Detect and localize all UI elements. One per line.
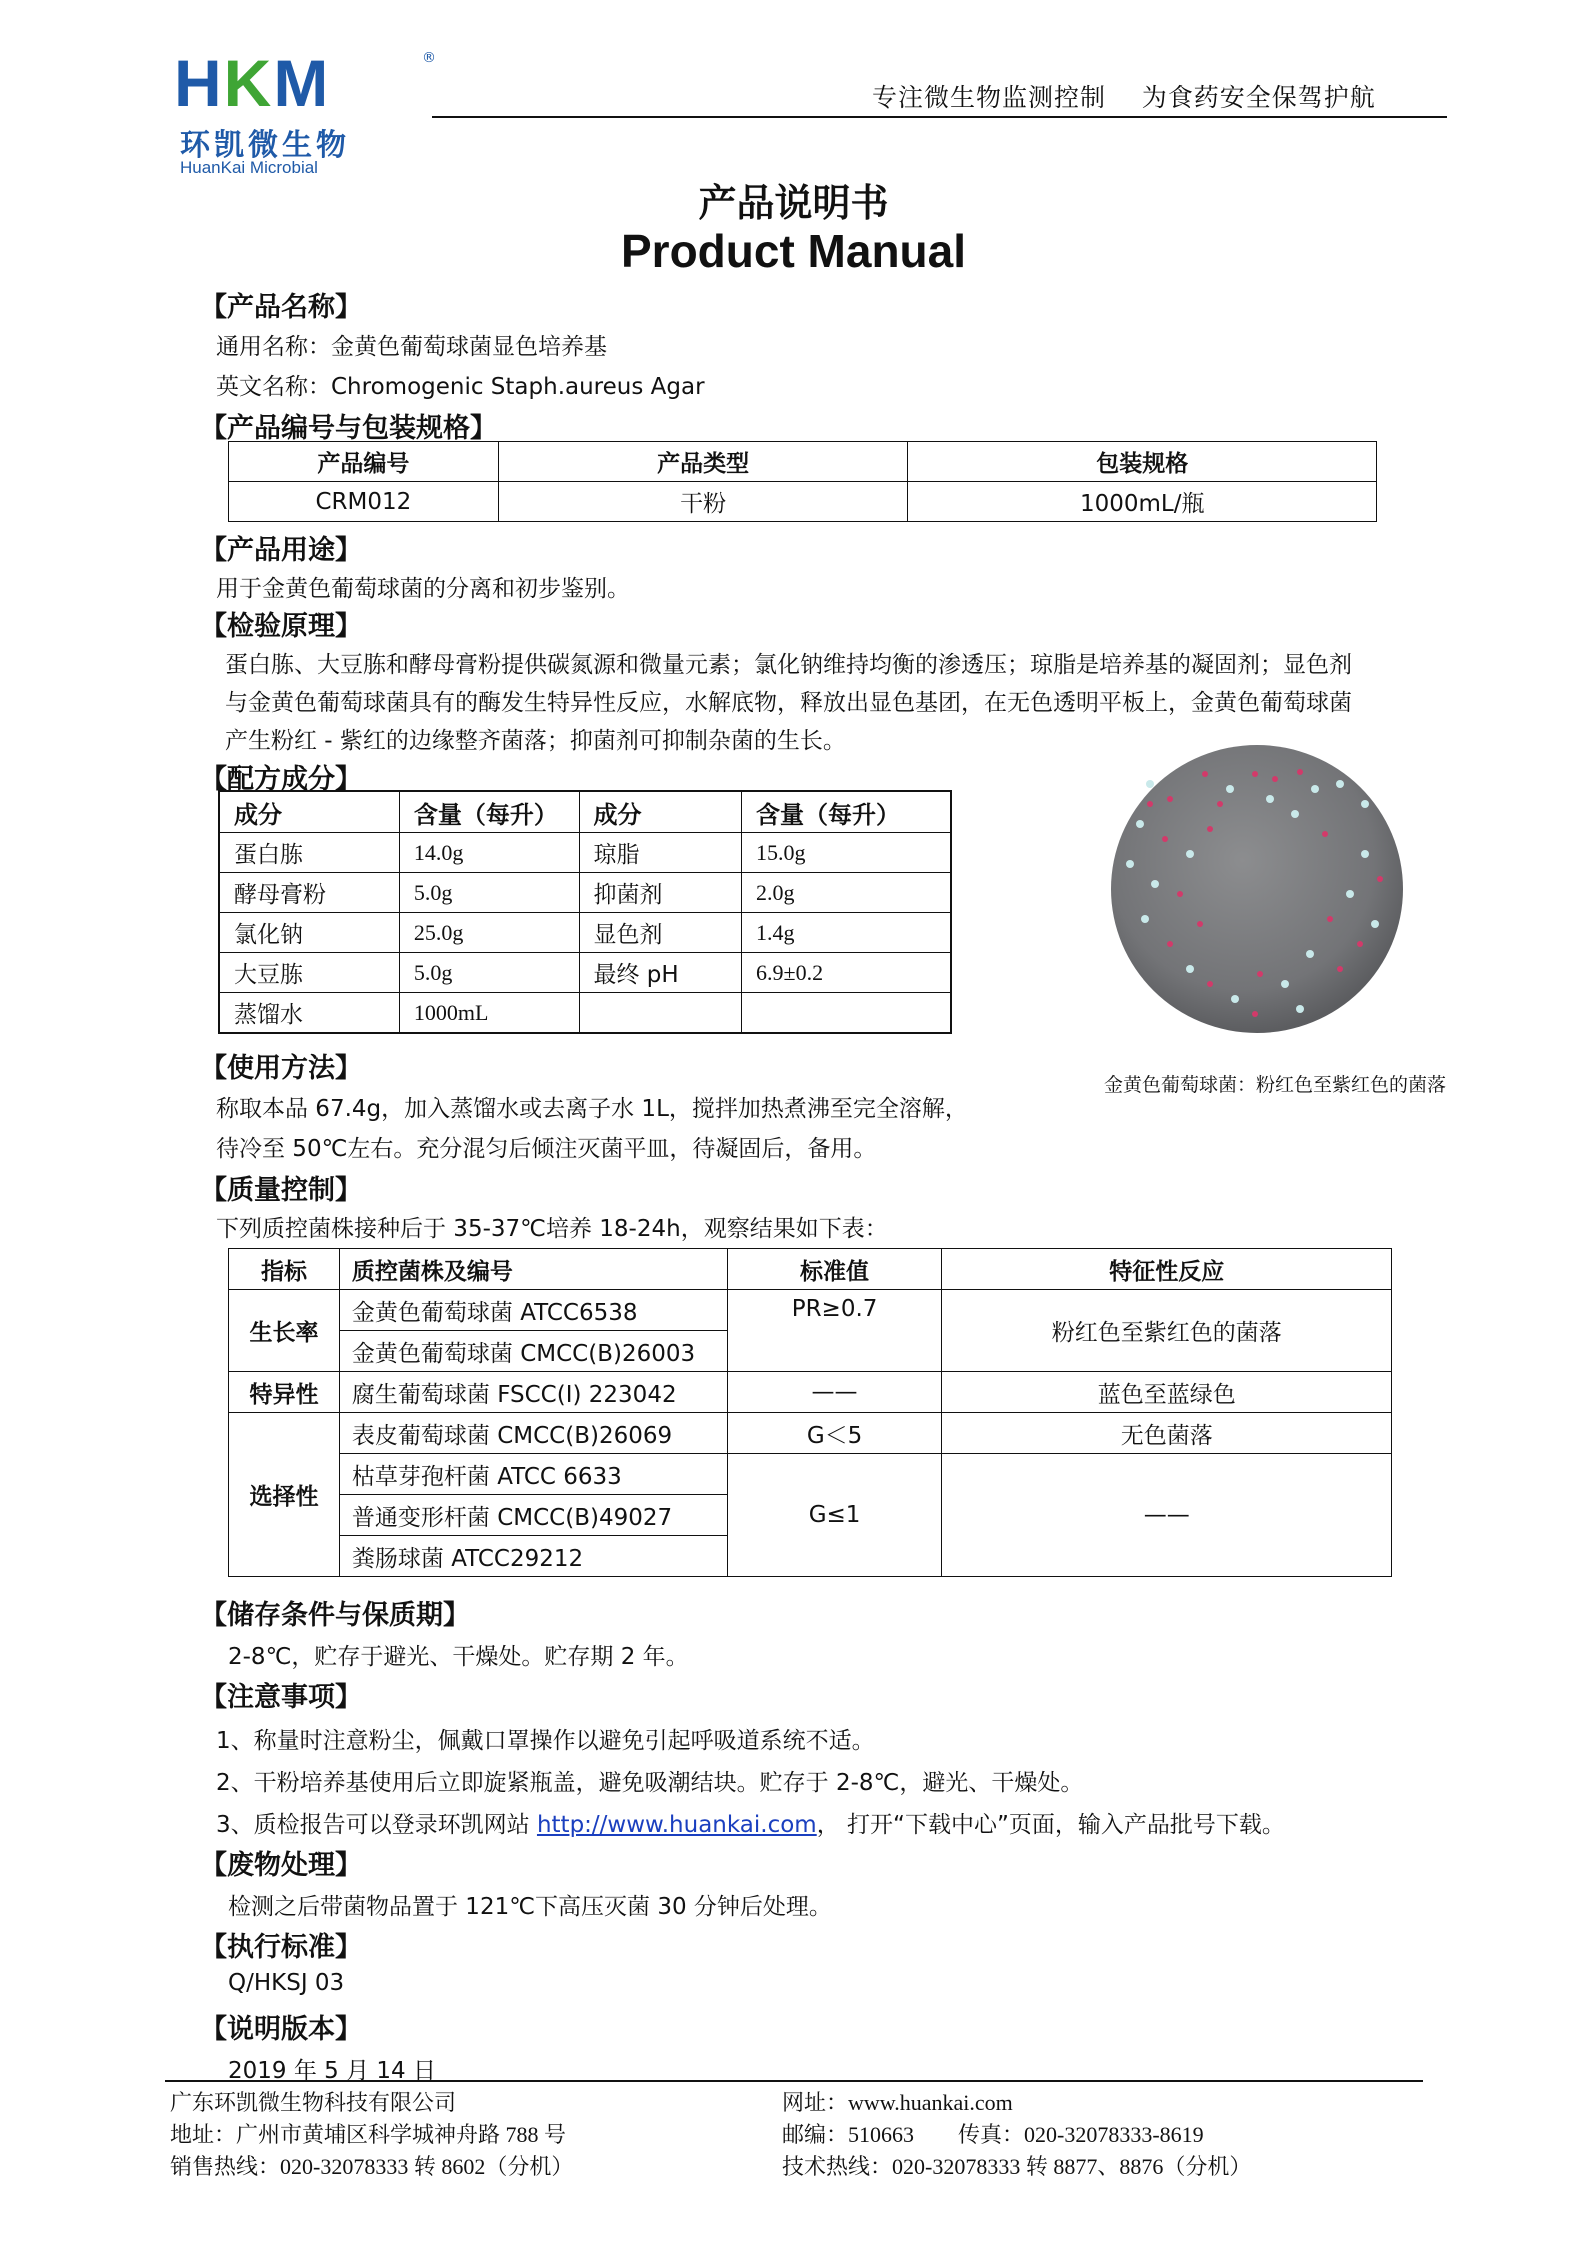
section-heading-formula: 【配方成分】 (200, 764, 362, 795)
header-cell: 含量（每升） (399, 791, 579, 833)
colony (1281, 980, 1289, 988)
header-cell: 产品编号 (229, 442, 499, 482)
colony (1377, 876, 1383, 882)
reaction: —— (942, 1454, 1392, 1577)
header-cell: 特征性反应 (942, 1249, 1392, 1290)
standard-value: PR≥0.7 (727, 1290, 942, 1372)
strain: 粪肠球菌 ATCC29212 (339, 1536, 727, 1577)
colony (1207, 981, 1213, 987)
strain: 表皮葡萄球菌 CMCC(B)26069 (339, 1413, 727, 1454)
colony (1162, 836, 1168, 842)
colony (1231, 995, 1239, 1003)
header-cell: 含量（每升） (742, 791, 952, 833)
colony (1136, 820, 1144, 828)
logo-mark: HKM (174, 46, 331, 120)
section-heading-disposal: 【废物处理】 (200, 1850, 362, 1881)
website-link[interactable]: http://www.huankai.com (536, 1812, 817, 1838)
strain: 金黄色葡萄球菌 ATCC6538 (339, 1290, 727, 1331)
section-heading-storage: 【储存条件与保质期】 (200, 1600, 470, 1631)
usage-text: 用于金黄色葡萄球菌的分离和初步鉴别。 (216, 576, 630, 602)
ingredient: 氯化钠 (219, 913, 399, 953)
colony (1141, 915, 1149, 923)
colony (1297, 769, 1303, 775)
ingredient: 显色剂 (579, 913, 742, 953)
table-row (229, 1454, 1392, 1495)
amount: 1.4g (742, 913, 952, 953)
colony (1337, 966, 1343, 972)
storage-text: 2-8℃，贮存于避光、干燥处。贮存期 2 年。 (228, 1644, 689, 1670)
note-item: 2、干粉培养基使用后立即旋紧瓶盖，避免吸潮结块。贮存于 2-8℃，避光、干燥处。 (216, 1770, 1084, 1796)
indicator-selectivity: 选择性 (229, 1413, 340, 1577)
amount: 2.0g (742, 873, 952, 913)
table-row (219, 993, 951, 1034)
colony (1167, 796, 1173, 802)
principle-line: 产生粉红 - 紫红的边缘整齐菌落；抑菌剂可抑制杂菌的生长。 (225, 728, 846, 754)
header-cell: 成分 (219, 791, 399, 833)
colony (1371, 920, 1379, 928)
standard-text: Q/HKSJ 03 (228, 1970, 345, 1996)
colony (1126, 860, 1134, 868)
table-row (219, 953, 951, 993)
section-heading-qc: 【质量控制】 (200, 1175, 362, 1206)
footer-sales-hotline: 销售热线：020-32078333 转 8602（分机） (170, 2154, 574, 2179)
table-header-row (229, 442, 1377, 482)
strain: 腐生葡萄球菌 FSCC(I) 223042 (339, 1372, 727, 1413)
colony (1306, 950, 1314, 958)
amount: 1000mL (399, 993, 579, 1034)
section-heading-standard: 【执行标准】 (200, 1932, 362, 1963)
ingredient: 蛋白胨 (219, 833, 399, 873)
standard-value: G≤1 (727, 1454, 942, 1577)
colony (1357, 941, 1363, 947)
colony (1217, 801, 1223, 807)
qc-intro: 下列质控菌株接种后于 35-37℃培养 18-24h，观察结果如下表： (216, 1216, 888, 1242)
section-heading-principle: 【检验原理】 (200, 611, 362, 642)
table-header-row (229, 1249, 1392, 1290)
logo-chinese-name: 环凯微生物 (180, 128, 350, 163)
footer-tech-hotline: 技术热线：020-32078333 转 8877、8876（分机） (782, 2154, 1252, 2179)
section-heading-version: 【说明版本】 (200, 2014, 362, 2045)
colony (1327, 916, 1333, 922)
colony (1252, 771, 1258, 777)
image-caption: 金黄色葡萄球菌：粉红色至紫红色的菌落 (1104, 1074, 1447, 1096)
colony (1272, 776, 1278, 782)
title-chinese: 产品说明书 (698, 181, 889, 225)
formula-table (218, 790, 952, 1034)
amount: 14.0g (399, 833, 579, 873)
registered-mark: ® (422, 50, 436, 66)
table-row (229, 1290, 1392, 1331)
principle-line: 蛋白胨、大豆胨和酵母膏粉提供碳氮源和微量元素；氯化钠维持均衡的渗透压；琼脂是培养基的凝固剂；显色剂 (225, 652, 1352, 678)
colony (1361, 800, 1369, 808)
header-cell: 产品类型 (498, 442, 908, 482)
footer-postcode: 邮编：510663 (782, 2122, 915, 2147)
standard-value: —— (727, 1372, 942, 1413)
ingredient: 琼脂 (579, 833, 742, 873)
reaction: 粉红色至紫红色的菌落 (942, 1290, 1392, 1372)
colony (1346, 890, 1354, 898)
common-name: 通用名称：金黄色葡萄球菌显色培养基 (216, 334, 607, 360)
amount: 15.0g (742, 833, 952, 873)
colony (1177, 891, 1183, 897)
principle-line: 与金黄色葡萄球菌具有的酶发生特异性反应，水解底物，释放出显色基团，在无色透明平板上，金黄色葡萄球菌 (225, 690, 1352, 716)
qc-table (228, 1248, 1392, 1577)
disposal-text: 检测之后带菌物品置于 121℃下高压灭菌 30 分钟后处理。 (228, 1894, 832, 1920)
header-divider (432, 116, 1447, 118)
colony (1202, 771, 1208, 777)
footer-address: 地址：广州市黄埔区科学城神舟路 788 号 (170, 2122, 567, 2147)
colony (1207, 826, 1213, 832)
amount: 5.0g (399, 873, 579, 913)
method-line: 称取本品 67.4g，加入蒸馏水或去离子水 1L，搅拌加热煮沸至完全溶解， (216, 1096, 968, 1122)
product-code: CRM012 (229, 482, 499, 522)
colony (1257, 971, 1263, 977)
english-name: 英文名称：Chromogenic Staph.aureus Agar (216, 374, 705, 400)
colony (1146, 780, 1154, 788)
package-size: 1000mL/瓶 (908, 482, 1377, 522)
table-row (229, 1372, 1392, 1413)
strain: 普通变形杆菌 CMCC(B)49027 (339, 1495, 727, 1536)
colony (1147, 801, 1153, 807)
table-row (229, 1413, 1392, 1454)
product-type: 干粉 (498, 482, 908, 522)
header-cell: 质控菌株及编号 (339, 1249, 727, 1290)
strain: 枯草芽孢杆菌 ATCC 6633 (339, 1454, 727, 1495)
header-cell: 标准值 (727, 1249, 942, 1290)
section-heading-notes: 【注意事项】 (200, 1682, 362, 1713)
amount: 6.9±0.2 (742, 953, 952, 993)
company-logo (174, 46, 436, 177)
table-row (229, 482, 1377, 522)
colony (1291, 810, 1299, 818)
header-cell: 指标 (229, 1249, 340, 1290)
colony (1266, 795, 1274, 803)
table-row (219, 833, 951, 873)
ingredient: 最终 pH (579, 953, 742, 993)
indicator-specificity: 特异性 (229, 1372, 340, 1413)
section-heading-spec: 【产品编号与包装规格】 (200, 413, 497, 444)
indicator-growth: 生长率 (229, 1290, 340, 1372)
colony (1226, 785, 1234, 793)
footer-company: 广东环凯微生物科技有限公司 (170, 2090, 457, 2115)
colony (1252, 1011, 1258, 1017)
method-line: 待冷至 50℃左右。充分混匀后倾注灭菌平皿，待凝固后，备用。 (216, 1136, 877, 1162)
footer-website: 网址：www.huankai.com (782, 2090, 1013, 2115)
logo-english-name: HuanKai Microbial (180, 158, 318, 177)
colony (1167, 941, 1173, 947)
header-cell: 成分 (579, 791, 742, 833)
ingredient: 酵母膏粉 (219, 873, 399, 913)
colony (1186, 850, 1194, 858)
table-header-row (219, 791, 951, 833)
note-item: 1、称量时注意粉尘，佩戴口罩操作以避免引起呼吸道系统不适。 (216, 1728, 875, 1754)
colony (1296, 1005, 1304, 1013)
footer-fax: 传真：020-32078333-8619 (958, 2122, 1204, 2147)
section-heading-product-name: 【产品名称】 (200, 292, 362, 323)
colony (1336, 780, 1344, 788)
header-slogan: 专注微生物监测控制 为食药安全保驾护航 (872, 83, 1376, 112)
version-date: 2019 年 5 月 14 日 (228, 2058, 436, 2084)
section-heading-usage: 【产品用途】 (200, 535, 362, 566)
reaction: 蓝色至蓝绿色 (942, 1372, 1392, 1413)
section-heading-method: 【使用方法】 (200, 1053, 362, 1084)
colony (1322, 831, 1328, 837)
colony (1197, 921, 1203, 927)
table-row (219, 913, 951, 953)
colony (1151, 880, 1159, 888)
colony (1186, 965, 1194, 973)
colony (1361, 850, 1369, 858)
amount (742, 993, 952, 1034)
footer-divider (165, 2080, 1423, 2082)
title-english: Product Manual (620, 225, 967, 277)
reaction: 无色菌落 (942, 1413, 1392, 1454)
petri-dish (1111, 745, 1403, 1033)
ingredient (579, 993, 742, 1034)
note-item: 3、质检报告可以登录环凯网站 http://www.huankai.com， 打开“下载中心”页面，输入产品批号下载。 (216, 1812, 1285, 1838)
culture-plate-photo (1110, 744, 1405, 1034)
header-cell: 包装规格 (908, 442, 1377, 482)
ingredient: 大豆胨 (219, 953, 399, 993)
strain: 金黄色葡萄球菌 CMCC(B)26003 (339, 1331, 727, 1372)
ingredient: 抑菌剂 (579, 873, 742, 913)
table-row (219, 873, 951, 913)
amount: 5.0g (399, 953, 579, 993)
amount: 25.0g (399, 913, 579, 953)
ingredient: 蒸馏水 (219, 993, 399, 1034)
spec-table (228, 441, 1377, 522)
colony (1311, 785, 1319, 793)
standard-value: G＜5 (727, 1413, 942, 1454)
